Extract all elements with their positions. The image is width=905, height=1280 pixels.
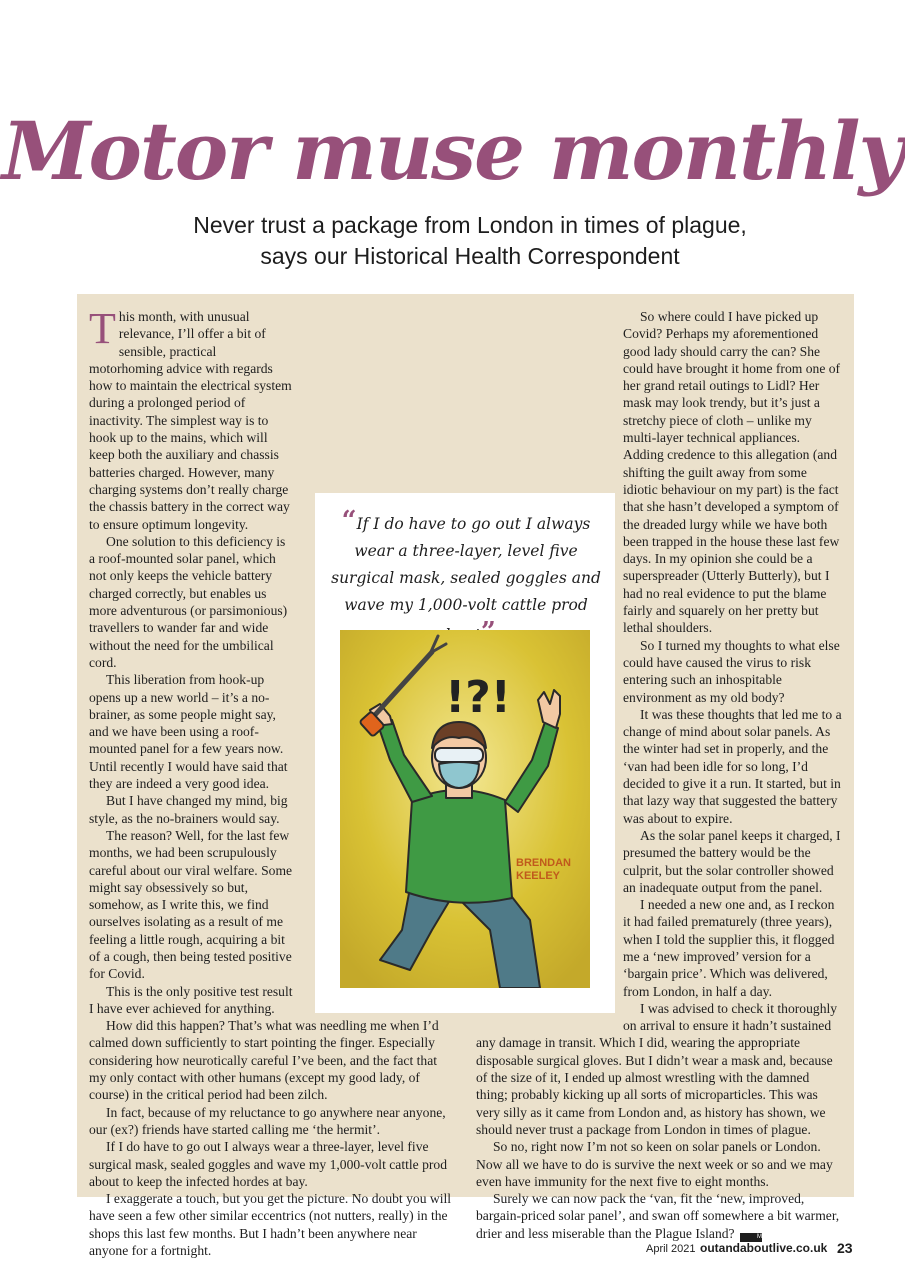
article-paragraph: So no, right now I’m not so keen on solar panels or London. Now all we have to do is survive the next week or so and we may even have immunity for the next five to eight months. [476,1139,833,1189]
standfirst-line-1: Never trust a package from London in times of plague, [193,212,747,238]
article-paragraph: This is the only positive test result I have ever achieved for anything. [89,983,293,1016]
cartoon-illustration [340,630,590,988]
article-paragraph: As the solar panel keeps it charged, I presumed the battery would be the culprit, but the solar controller showed an inadequate output from the panel. [623,827,841,895]
article-paragraph: I needed a new one and, as I reckon it had failed prematurely (three years), when I told the supplier this, it flogged me a ‘new improved’ version for a ‘bargain price’. Which was delivered, from London, in half a day. [623,897,835,999]
article-paragraph: I was advised to check it thoroughly on arrival to ensure it hadn’t sustained any damage in transit. Which I did, wearing the appropriate disposable surgical gloves. But I didn’t wear a mask and, because of the size of it, I ended up almost wrestling with the damned thing; probably kicking up all sorts of microparticles. This was very silly as it came from London and, as history has shown, we should never trust a package from London in times of plague. [476,1000,838,1137]
article-paragraph: One solution to this deficiency is a roof-mounted solar panel, which not only keeps the vehicle battery charged correctly, but enables us more adventurous (or parsimonious) travellers to wander far and wide without the need for the umbilical cord. [89,533,288,670]
artist-credit-line-2: KEELEY [516,870,561,882]
end-mark-icon: MMM [740,1233,762,1242]
article-paragraph: If I do have to go out I always wear a three-layer, level five surgical mask, sealed goggles and wave my 1,000-volt cattle prod about to keep the infected hordes at bay. [89,1139,448,1189]
pullquote [322,508,610,649]
standfirst-line-2: says our Historical Health Correspondent [260,243,680,269]
pullquote-text: If I do have to go out I always wear a three-layer, level five surgical mask, sealed goggles and wave my 1,000-volt cattle prod [331,515,601,614]
drop-cap: T [89,304,116,353]
masthead-title: Motor muse monthly [2,104,903,198]
article-paragraph: So I turned my thoughts to what else could have caused the virus to risk entering such an inhospitable environment as my old body? [623,637,840,705]
artist-credit-line-1: BRENDAN [516,857,571,869]
open-quote-icon: “ [341,506,357,536]
article-paragraph: Surely we can now pack the ‘van, fit the ‘new, improved, bargain-priced solar panel’, and swan off somewhere a bit warmer, drier and less miserable than the Plague Island? MMM [476,1191,840,1241]
article-paragraph: This liberation from hook-up opens up a new world – it’s a no-brainer, as some people might say, and we have been using a roof-mounted panel for a few years now. Until recently I would have said that they are indeed a very good idea. [89,672,288,792]
article-paragraph: So where could I have picked up Covid? Perhaps my aforementioned good lady should carry the can? She could have brought it home from one of her grand retail outings to Lidl? Her mask may look trendy, but it’s just a stretchy piece of cloth – unlike my multi-layer technical appliances. Adding credence to this allegation (and shifting the guilt away from some idiotic behaviour on my part) is the fact that she hasn’t developed a symptom of the dreaded lurgy while we have both been trapped in the house these last few days. In my opinion she could be a superspreader (Utterly Butterly), but I had no real evidence to put the blame fairly and squarely on her pretty but lethal shoulders. [623,309,841,636]
website-url: outandaboutlive.co.uk [700,1241,828,1255]
standfirst [120,210,820,272]
article-paragraph: The reason? Well, for the last few months, we had been scrupulously careful about our viral welfare. Some might say obsessively so but, somehow, as I write this, we find ourselves isolating as a result of me feeling a little rough, acquiring a bit of a cough, then being tested positive for Covid. [89,827,293,982]
article-paragraph: But I have changed my mind, big style, as the no-brainers would say. [89,793,288,826]
article-paragraph: How did this happen? That’s what was needling me when I’d calmed down sufficiently to start pointing the finger. Especially considering how neurotically careful I’ve been, and the fact that my only contact with other humans (except my good lady, of course) in the critical period had been zilch. [89,1018,439,1103]
article-paragraph: I exaggerate a touch, but you get the picture. No doubt you will have seen a few other similar eccentrics (not nutters, really) in the shops this last few months. But I hadn’t been anywhere near anyone for a fortnight. [89,1191,452,1259]
article-paragraph: It was these thoughts that led me to a change of mind about solar panels. As the winter had set in properly, and the ‘van had been idle for so long, I’d decided to give it a run. It started, but in that lazy way that suggested the battery was about to expire. [623,706,842,826]
article-paragraph: In fact, because of my reluctance to go anywhere near anyone, our (ex?) friends have started calling me ‘the hermit’. [89,1104,446,1137]
alarm-symbols: !?! [445,672,511,723]
issue-date: April 2021 [646,1243,696,1255]
page-number: 23 [837,1240,853,1256]
article-paragraph: This month, with unusual relevance, I’ll offer a bit of sensible, practical motorhoming advice with regards how to maintain the electrical system during a prolonged period of inactivity. The simplest way is to hook up to the mains, which will keep both the auxiliary and chassis batteries charged. However, many charging systems don’t really charge the chassis battery in the correct way to ensure optimum longevity. [89,304,292,532]
